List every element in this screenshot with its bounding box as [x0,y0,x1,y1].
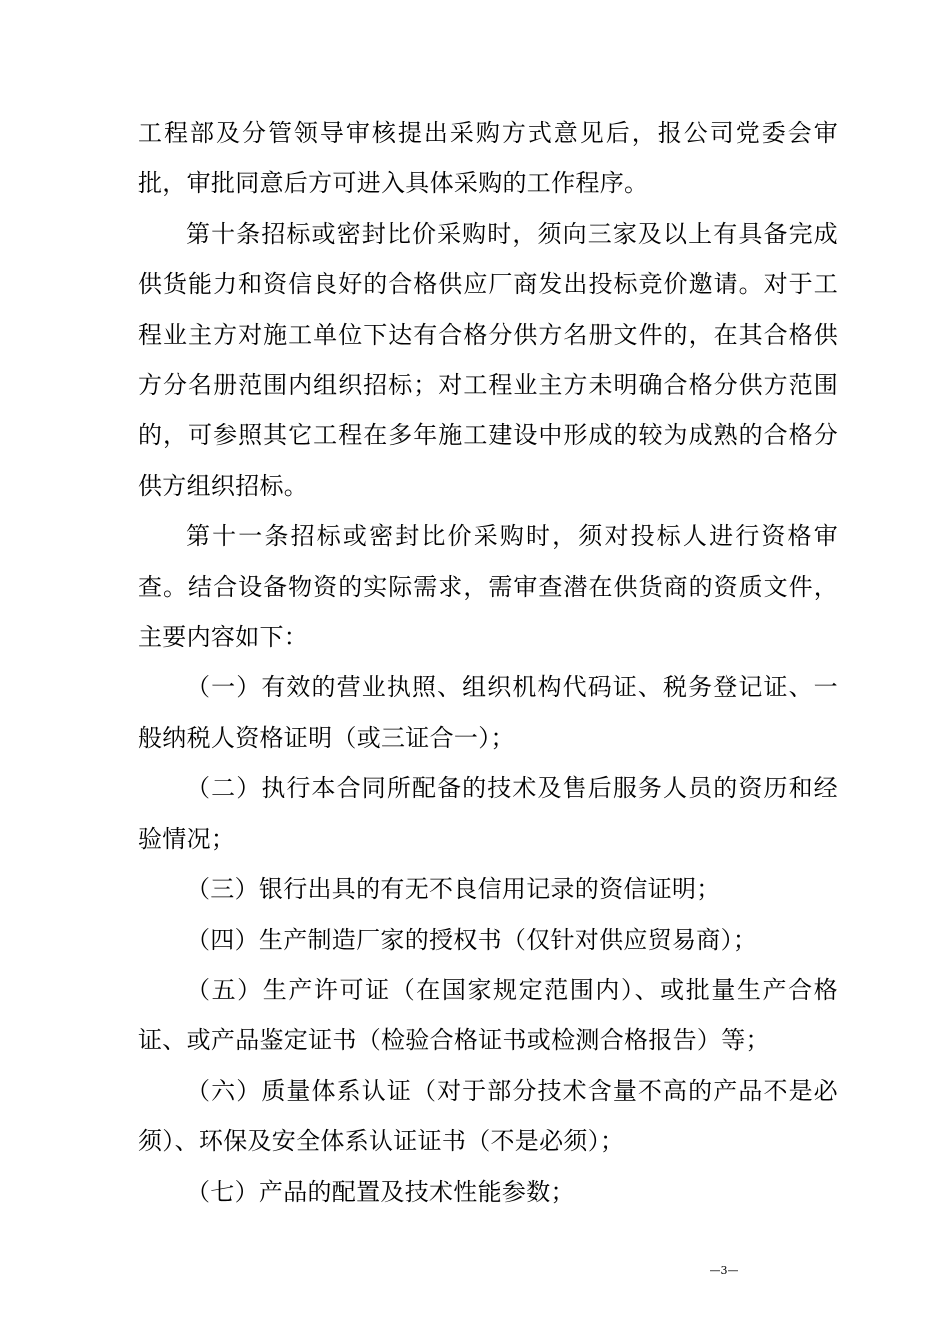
paragraph-approval-procedure: 工程部及分管领导审核提出采购方式意见后，报公司党委会审批，审批同意后方可进入具体采购的工作程序。 [138,119,838,198]
list-item-4: （四）生产制造厂家的授权书（仅针对供应贸易商）； [186,925,758,954]
list-item-3: （三）银行出具的有无不良信用记录的资信证明； [186,875,721,904]
list-item-1: （一）有效的营业执照、组织机构代码证、税务登记证、一般纳税人资格证明（或三证合一）； [138,673,838,752]
list-item-6: （六）质量体系认证（对于部分技术含量不高的产品不是必须）、环保及安全体系认证证书（不是必须）； [138,1076,838,1156]
list-item-7: （七）产品的配置及技术性能参数； [186,1177,575,1206]
page-number: —3— [709,1264,739,1277]
paragraph-article-11: 第十一条招标或密封比价采购时，须对投标人进行资格审查。结合设备物资的实际需求，需审查潜在供货商的资质文件，主要内容如下： [138,522,838,652]
list-item-2: （二）执行本合同所配备的技术及售后服务人员的资历和经验情况； [138,774,838,853]
list-item-5: （五）生产许可证（在国家规定范围内）、或批量生产合格证、或产品鉴定证书（检验合格证书或检测合格报告）等； [138,975,838,1055]
document-body [138,108,838,1217]
paragraph-article-10: 第十条招标或密封比价采购时，须向三家及以上有具备完成供货能力和资信良好的合格供应厂商发出投标竞价邀请。对于工程业主方对施工单位下达有合格分供方名册文件的，在其合格供方分名册范围内组织招标；对工程业主方未明确合格分供方范围的，可参照其它工程在多年施工建设中形成的较为成熟的合格分供方组织招标。 [138,219,838,500]
